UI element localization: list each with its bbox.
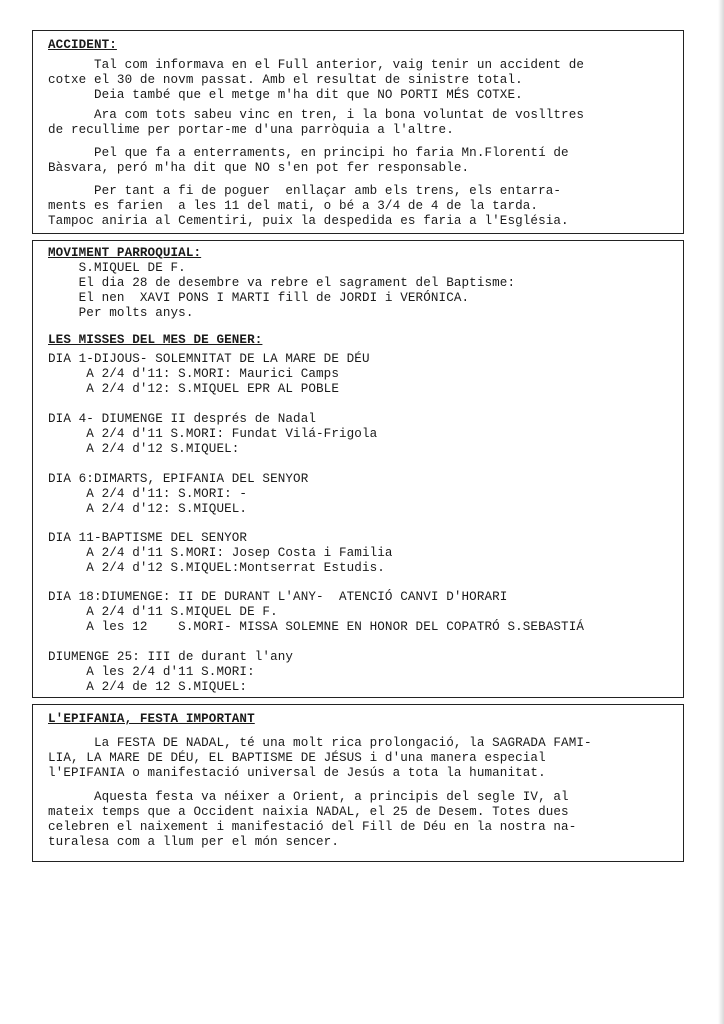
misses-day-1: DIA 1-DIJOUS- SOLEMNITAT DE LA MARE DE DÉU A 2/4 d'11: S.MORI: Maurici Camps A 2/4 d'12: S.MIQUEL EPR AL POBLE xyxy=(48,352,370,396)
misses-day-4: DIA 4- DIUMENGE II després de Nadal A 2/4 d'11 S.MORI: Fundat Vilá-Frigola A 2/4 d'12 S.MIQUEL: xyxy=(48,412,378,456)
accident-paragraph-2: Ara com tots sabeu vinc en tren, i la bona voluntat de voslltres de recullime per portar-me d'una parròquia a l'altre. xyxy=(48,108,585,137)
accident-paragraph-1: Tal com informava en el Full anterior, vaig tenir un accident de cotxe el 30 de novm passat. Amb el resultat de sinistre total. Deia també que el metge m'ha dit que NO PORTI MÉS COTXE. xyxy=(48,58,585,102)
misses-day-25: DIUMENGE 25: III de durant l'any A les 2/4 d'11 S.MORI: A 2/4 de 12 S.MIQUEL: xyxy=(48,650,294,694)
accident-paragraph-4: Per tant a fi de poguer enllaçar amb els trens, els entarra- ments es farien a les 11 del mati, o bé a 3/4 de 4 de la tarda. Tampoc aniria al Cementiri, puix la despedida es faria a l'Església. xyxy=(48,184,569,228)
moviment-text: S.MIQUEL DE F. El dia 28 de desembre va rebre el sagrament del Baptisme: El nen XAVI PONS I MARTI fill de JORDI i VERÓNICA. Per molts anys. xyxy=(78,261,516,320)
accident-title: ACCIDENT: xyxy=(48,38,117,52)
epifania-title: L'EPIFANIA, FESTA IMPORTANT xyxy=(48,712,255,726)
accident-paragraph-3: Pel que fa a enterraments, en principi ho faria Mn.Florentí de Bàsvara, peró m'ha dit que NO s'en pot fer responsable. xyxy=(48,146,569,175)
epifania-paragraph-2: Aquesta festa va néixer a Orient, a principis del segle IV, al mateix temps que a Occident naixia NADAL, el 25 de Desem. Totes dues celebren el naixement i manifestació del Fill de Déu en la nostra na- turalesa com a llum per el món sencer. xyxy=(48,790,577,849)
misses-day-11: DIA 11-BAPTISME DEL SENYOR A 2/4 d'11 S.MORI: Josep Costa i Familia A 2/4 d'12 S.MIQUEL:Montserrat Estudis. xyxy=(48,531,393,575)
moviment-title: MOVIMENT PARROQUIAL: xyxy=(48,246,202,260)
misses-day-18: DIA 18:DIUMENGE: II DE DURANT L'ANY- ATENCIÓ CANVI D'HORARI A 2/4 d'11 S.MIQUEL DE F. A les 12 S.MORI- MISSA SOLEMNE EN HONOR DEL COPATRÓ S.SEBASTIÁ xyxy=(48,590,585,634)
epifania-paragraph-1: La FESTA DE NADAL, té una molt rica prolongació, la SAGRADA FAMI- LIA, LA MARE DE DÉU, EL BAPTISME DE JÉSUS i d'una manera especial l'EPIFANIA o manifestació universal de Jesús a tota la humanitat. xyxy=(48,736,592,780)
page-edge-shadow xyxy=(718,0,724,1024)
misses-day-6: DIA 6:DIMARTS, EPIFANIA DEL SENYOR A 2/4 d'11: S.MORI: - A 2/4 d'12: S.MIQUEL. xyxy=(48,472,309,516)
misses-title: LES MISSES DEL MES DE GENER: xyxy=(48,333,263,347)
